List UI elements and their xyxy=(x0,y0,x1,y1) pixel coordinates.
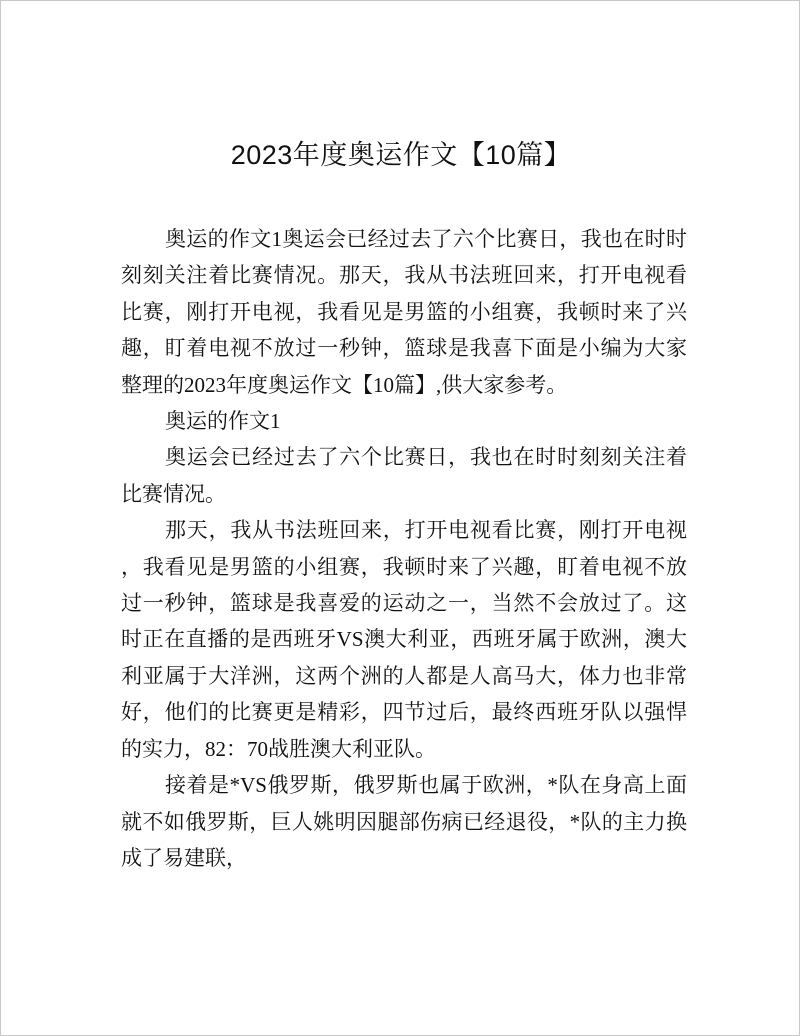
document-body xyxy=(121,221,687,876)
paragraph-intro: 奥运的作文1奥运会已经过去了六个比赛日，我也在时时刻刻关注着比赛情况。那天，我从书法班回来，打开电视看比赛，刚打开电视，我看见是男篮的小组赛，我顿时来了兴趣，盯着电视不放过一秒钟，篮球是我喜下面是小编为大家整理的2023年度奥运作文【10篇】,供大家参考。 xyxy=(121,227,687,397)
paragraph-2: 那天，我从书法班回来，打开电视看比赛，刚打开电视，我看见是男篮的小组赛，我顿时来了兴趣，盯着电视不放过一秒钟，篮球是我喜爱的运动之一，当然不会放过了。这时正在直播的是西班牙VS澳大利亚，西班牙属于欧洲，澳大利亚属于大洋洲，这两个洲的人都是人高马大，体力也非常好，他们的比赛更是精彩，四节过后，最终西班牙队以强悍的实力，82：70战胜澳大利亚队。 xyxy=(121,518,687,761)
document-title: 2023年度奥运作文【10篇】 xyxy=(230,140,572,170)
paragraph-1: 奥运会已经过去了六个比赛日，我也在时时刻刻关注着比赛情况。 xyxy=(121,445,687,506)
paragraph-3: 接着是*VS俄罗斯，俄罗斯也属于欧洲，*队在身高上面就不如俄罗斯，巨人姚明因腿部伤病已经退役，*队的主力换成了易建联， xyxy=(121,773,687,870)
paragraph-heading: 奥运的作文1 xyxy=(165,409,281,434)
